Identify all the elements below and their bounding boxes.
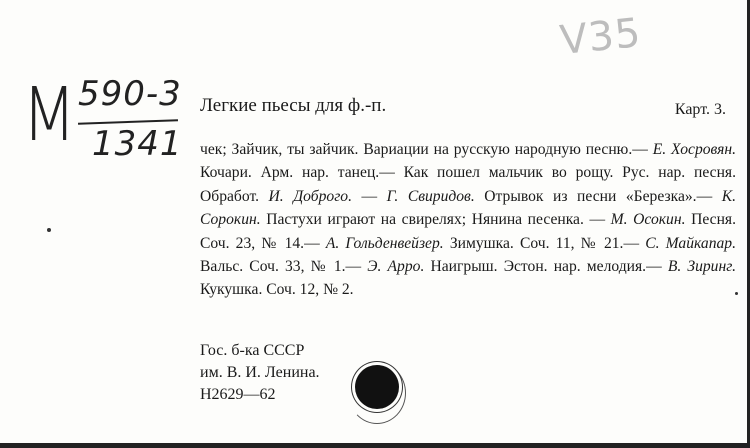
body-segment: Наигрыш. Эстон. нар. мелодия.— — [424, 258, 668, 276]
composer-name: Е. Хосровян. — [652, 141, 736, 158]
margin-dot — [47, 228, 51, 232]
library-imprint — [200, 340, 320, 406]
body-segment: Пастухи играют на свирелях; Нянина песенка. — — [260, 211, 611, 229]
body-segment: Кочари. Арм. нар. танец.— Как пошел мальчик во рощу. Рус. нар. песня. Обработ. — [200, 164, 736, 205]
shelf-mark-top: 590-3 — [78, 74, 182, 114]
composer-name: Г. Свиридов. — [386, 187, 475, 205]
body-segment: — — [351, 187, 387, 205]
body-segment: Вальс. Соч. 33, № 1.— — [200, 258, 368, 276]
corner-stamp-mark: V35 — [557, 9, 644, 65]
composer-name: И. Доброго. — [268, 187, 352, 205]
card-title: Легкие пьесы для ф.-п. — [200, 95, 387, 116]
body-segment: Кукушка. Соч. 12, № 2. — [200, 281, 354, 299]
handwritten-letter: М — [22, 72, 78, 158]
composer-name: Э. Арро. — [367, 258, 425, 276]
card-registry-number: Н2629—62 — [200, 386, 276, 403]
library-named-after: им. В. И. Ленина. — [200, 364, 320, 381]
composer-name: К. Сорокин. — [200, 187, 736, 229]
body-segment: Зимушка. Соч. 11, № 21.— — [443, 234, 646, 252]
composer-name: С. Майкапар. — [645, 234, 736, 252]
composer-name: В. Зиринг. — [667, 258, 736, 276]
body-segment: чек; Зайчик, ты зайчик. Вариации на русскую народную песню.— — [200, 141, 653, 158]
card-number: Карт. 3. — [674, 101, 726, 118]
body-segment: Отрывок из песни «Березка».— — [474, 187, 722, 205]
composer-name: А. Гольденвейзер. — [325, 234, 444, 252]
library-stamp — [355, 365, 399, 409]
shelf-mark-bottom: 1341 — [92, 124, 183, 164]
body-segment: Песня. Соч. 23, № 14.— — [200, 211, 736, 252]
library-name: Гос. б-ка СССР — [200, 342, 305, 359]
margin-dot — [735, 292, 738, 295]
composer-name: М. Осокин. — [610, 211, 686, 229]
card-body-text — [200, 138, 736, 302]
